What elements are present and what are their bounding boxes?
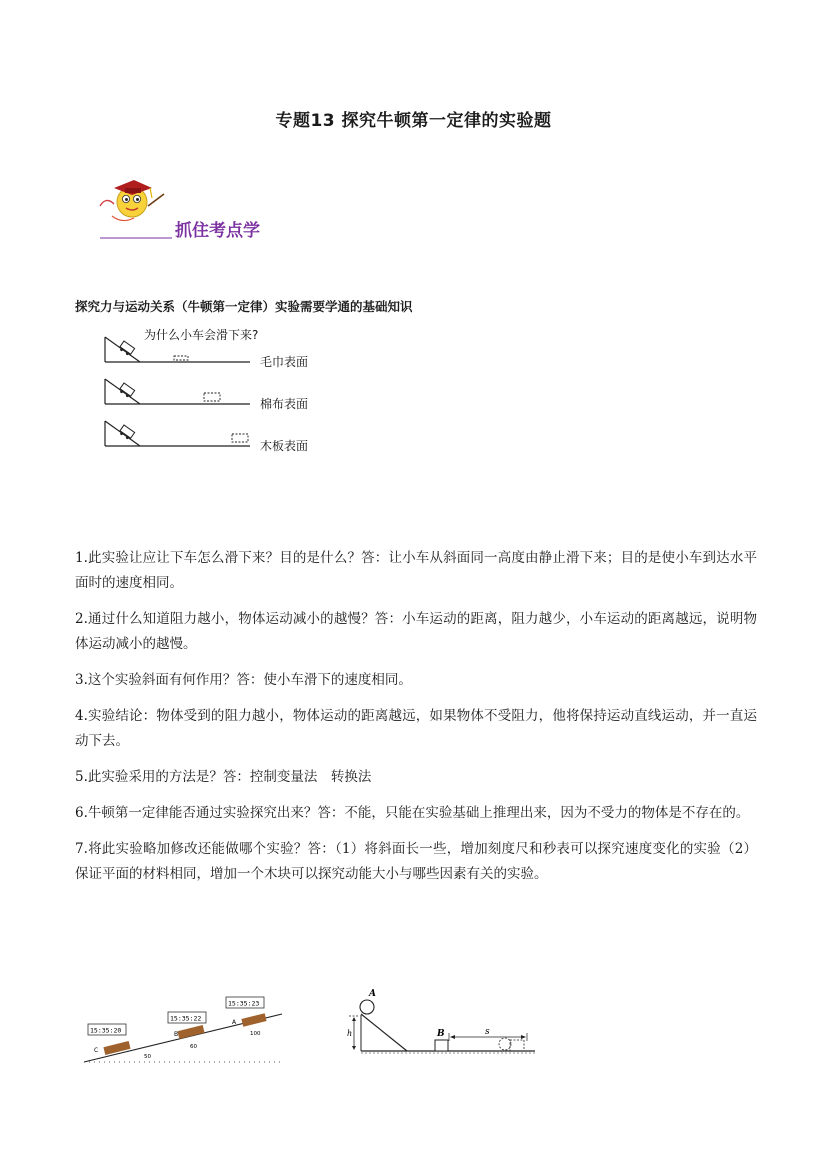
- surface-label: 毛巾表面: [260, 355, 309, 369]
- incline-row-wood: [105, 421, 308, 453]
- surface-label: 木板表面: [260, 439, 309, 453]
- cart-icon: [118, 425, 134, 441]
- label-b: B: [437, 1029, 445, 1039]
- incline-row-towel: [105, 327, 308, 369]
- ball-icon: [360, 1000, 374, 1014]
- cart-icon: [118, 383, 134, 399]
- question-caption: 为什么小车会滑下来?: [144, 328, 259, 342]
- question-5: 5.此实验采用的方法是？答：控制变量法 转换法: [75, 769, 372, 785]
- question-7: 7.将此实验略加修改还能做哪个实验？答：（1）将斜面长一些，增加刻度尺和秒表可以探究速度变化的实验（2）保证平面的材料相同，增加一个木块可以探究动能大小与哪些因素有关的实验。: [75, 841, 757, 882]
- incline-row-cotton: [105, 379, 308, 411]
- page-title: 专题13 探究牛顿第一定律的实验题: [275, 111, 552, 131]
- question-1: 1.此实验让应让下车怎么滑下来？目的是什么？答：让小车从斜面同一高度由静止滑下来；目的是使小车到达水平面时的速度相同。: [75, 550, 757, 591]
- surfaces-figure: [100, 327, 340, 457]
- scale-mark: 50: [144, 1054, 151, 1060]
- timer-readout: 15:35:20: [90, 1026, 122, 1035]
- scale-mark: 60: [190, 1044, 197, 1050]
- cart-icon: [177, 1025, 204, 1039]
- timer-readout: 15:35:22: [170, 1014, 202, 1023]
- label-a: A: [369, 989, 376, 999]
- surface-label: 棉布表面: [260, 397, 309, 411]
- cart-icon: [103, 1041, 130, 1055]
- cart-icon: [118, 341, 134, 357]
- timer-box: [168, 1012, 206, 1023]
- scale-mark: 100: [250, 1031, 261, 1037]
- point-label: C: [94, 1047, 99, 1054]
- label-s: s: [485, 1027, 490, 1037]
- point-label: A: [232, 1019, 237, 1026]
- timer-readout: 15:35:23: [228, 999, 260, 1008]
- block-icon: [435, 1040, 448, 1051]
- timer-box: [226, 997, 264, 1008]
- timer-box: [88, 1024, 126, 1035]
- question-list: [75, 546, 757, 898]
- kinetic-energy-figure: [345, 985, 545, 1057]
- label-h: h: [347, 1029, 353, 1038]
- question-6: 6.牛顿第一定律能否通过实验探究出来？答：不能，只能在实验基础上推理出来，因为不受力的物体是不存在的。: [75, 805, 750, 821]
- question-2: 2.通过什么知道阻力越小，物体运动减小的越慢？答：小车运动的距离，阻力越少，小车运动的距离越远，说明物体运动减小的越慢。: [75, 611, 757, 652]
- question-3: 3.这个实验斜面有何作用？答：使小车滑下的速度相同。: [75, 672, 412, 688]
- question-4: 4.实验结论：物体受到的阻力越小，物体运动的距离越远，如果物体不受阻力，他将保持运动直线运动，并一直运动下去。: [75, 708, 757, 749]
- point-label: B: [174, 1031, 179, 1038]
- cart-icon: [241, 1013, 266, 1027]
- badge-label: 抓住考点学: [175, 221, 260, 241]
- section-heading: 探究力与运动关系（牛顿第一定律）实验需要学通的基础知识: [75, 299, 413, 314]
- incline-speed-figure: [82, 994, 292, 1066]
